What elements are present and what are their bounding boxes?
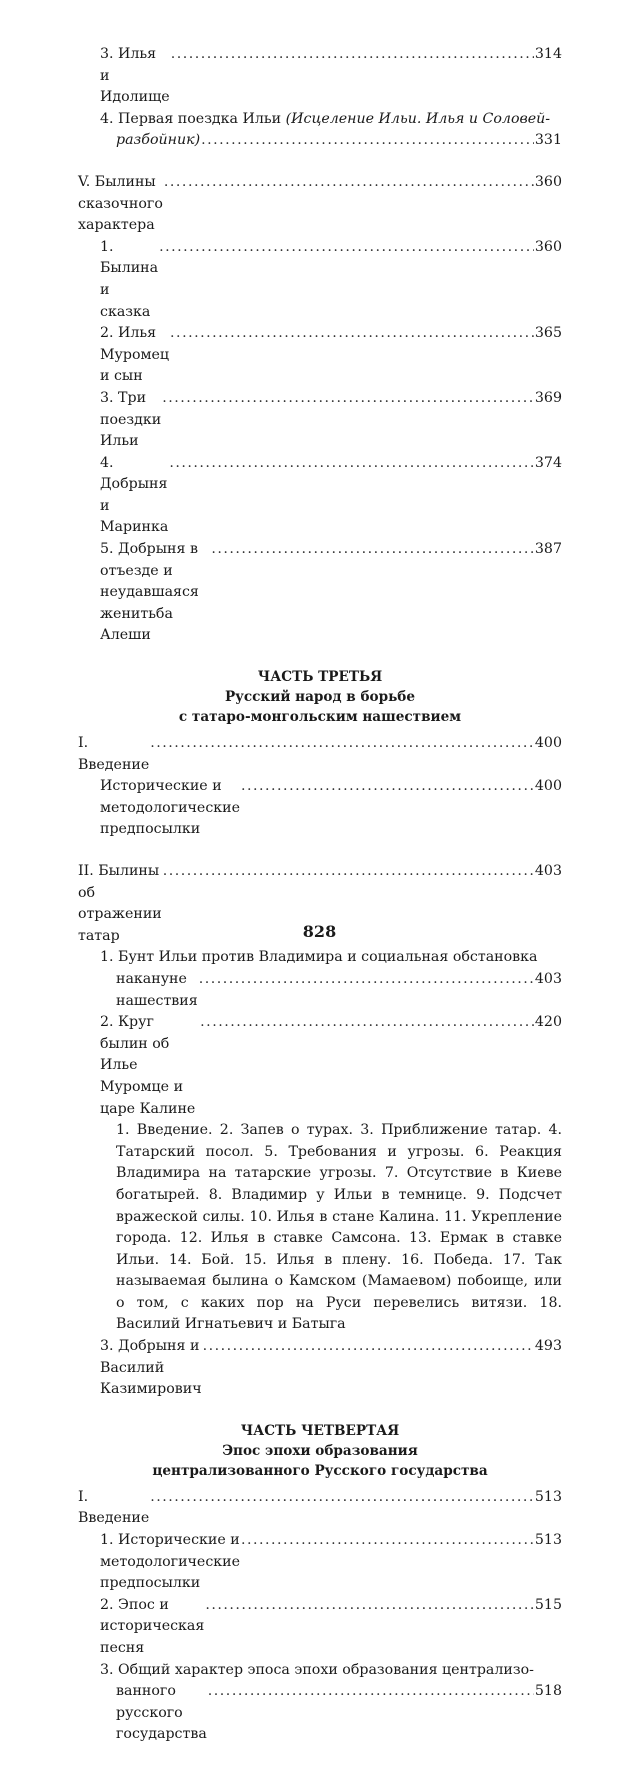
- part-label: ЧАСТЬ ТРЕТЬЯ: [257, 669, 383, 686]
- toc-entry-subtitle: (Исцеление Ильи. Илья и Соловей-: [285, 110, 551, 127]
- toc-entry: [78, 109, 562, 131]
- toc-entry: [78, 1336, 562, 1401]
- toc-entry-page: 360: [534, 238, 562, 255]
- leader-dots: [241, 776, 534, 798]
- toc-entry-title: 1. Бунт Ильи против Владимира и социальная обстановка: [100, 949, 538, 966]
- part-title: централизованного Русского государства: [152, 1462, 488, 1479]
- toc-entry-title: 3. Три поездки Ильи: [100, 389, 162, 450]
- leader-dots: [208, 1681, 534, 1703]
- toc-entry: [78, 776, 562, 841]
- toc-entry-page: 403: [534, 970, 562, 987]
- toc-entry-page: 365: [534, 325, 562, 342]
- toc-entry-title: ванного русского государства: [116, 1683, 207, 1743]
- toc-entry-title: I. Введение: [78, 1488, 150, 1527]
- leader-dots: [162, 388, 534, 410]
- toc-entry-title: Исторические и методологические предпосылки: [100, 778, 240, 838]
- toc-entry-title: 3. Общий характер эпоса эпохи образования централизо-: [100, 1661, 534, 1678]
- toc-group-4: [78, 861, 562, 1401]
- leader-dots: [211, 539, 534, 561]
- toc-section-heading: [78, 172, 562, 237]
- toc-entry-continuation: [78, 969, 562, 1012]
- toc-entry-page: 493: [534, 1338, 562, 1355]
- toc-entry-subtitle: разбойник): [116, 132, 201, 149]
- toc-entry-title: 5. Добрыня в отъезде и неудавшаяся женитьба Алеши: [100, 541, 199, 644]
- toc-entry-continuation: [78, 130, 562, 152]
- toc-entry-page: 513: [534, 1488, 562, 1505]
- toc-group-2: [78, 172, 562, 647]
- toc-page: [78, 44, 562, 1766]
- part-title: с татаро-монгольским нашествием: [178, 709, 462, 726]
- leader-dots: [169, 453, 534, 475]
- toc-entry-page: 400: [534, 778, 562, 795]
- toc-entry-page: 400: [534, 735, 562, 752]
- toc-entry: [78, 539, 562, 647]
- part-title: Русский народ в борьбе: [224, 689, 416, 706]
- toc-entry-page: 513: [534, 1532, 562, 1549]
- toc-entry: [78, 1530, 562, 1595]
- toc-entry-description: 1. Введение. 2. Запев о турах. 3. Приближение татар. 4. Татарский посол. 5. Требования и угрозы. 6. Реакция Владимира на татарские угрозы. 7. Отсутствие в Киеве богатырей. 8. Владимир у Ильи в темнице. 9. Подсчет вражеской силы. 10. Илья в стане Калина. 11. Укрепление города. 12. Илья в ставке Самсона. 13. Ермак в ставке Ильи. 14. Бой. 15. Илья в плену. 16. Победа. 17. Так называемая былина о Камском (Мамаевом) побоище, или о том, с каких пор на Руси перевелись витязи. 18. Василий Игнатьевич и Батыга: [116, 1122, 562, 1333]
- toc-entry: [78, 323, 562, 388]
- toc-entry-title: V. Былины сказочного характера: [78, 173, 163, 234]
- toc-entry-page: 403: [534, 863, 562, 879]
- toc-entry-title: II. Былины об отражении татар: [78, 863, 162, 944]
- toc-group-1: [78, 44, 562, 152]
- toc-entry: [78, 1595, 562, 1660]
- part-label: ЧАСТЬ ЧЕТВЕРТАЯ: [240, 1422, 400, 1439]
- toc-entry: [78, 237, 562, 323]
- toc-entry-title: I. Введение: [78, 735, 150, 773]
- leader-dots: [205, 1595, 534, 1617]
- toc-entry-page: 360: [534, 173, 562, 190]
- toc-section-heading: [78, 733, 562, 776]
- toc-entry-title: 1. Исторические и методологические предпосылки: [100, 1532, 240, 1592]
- part-heading-3: [78, 667, 562, 727]
- part-title: Эпос эпохи образования: [222, 1442, 418, 1459]
- toc-entry-title: 4. Добрыня и Маринка: [100, 454, 169, 536]
- toc-entry-title: 1. Былина и сказка: [100, 238, 159, 320]
- leader-dots: [171, 44, 534, 66]
- leader-dots: [203, 1336, 534, 1358]
- toc-entry-title: 2. Илья Муромец и сын: [100, 325, 170, 385]
- leader-dots: [164, 172, 534, 194]
- toc-entry-title: 2. Круг былин об Илье Муромце и царе Калине: [100, 1014, 196, 1117]
- leader-dots: [150, 733, 534, 755]
- toc-entry-page: 369: [534, 389, 562, 406]
- part-heading-4: [78, 1421, 562, 1481]
- toc-entry-title: 3. Илья и Идолище: [100, 46, 170, 106]
- toc-entry-title: 3. Добрыня и Василий Казимирович: [100, 1338, 202, 1398]
- toc-group-5: [78, 1487, 562, 1746]
- toc-entry: [78, 453, 562, 539]
- toc-entry-page: 518: [534, 1683, 562, 1700]
- leader-dots: [199, 969, 534, 991]
- page-number: 828: [302, 922, 337, 941]
- toc-group-3: [78, 733, 562, 841]
- leader-dots: [200, 1012, 534, 1034]
- toc-entry-title: 2. Эпос и историческая песня: [100, 1596, 205, 1656]
- toc-entry-continuation: [78, 1681, 562, 1746]
- toc-entry-page: 387: [534, 541, 562, 558]
- toc-entry-page: 515: [534, 1596, 562, 1613]
- toc-entry-page: 374: [534, 454, 562, 471]
- toc-entry: [78, 388, 562, 453]
- toc-section-heading: [78, 1487, 562, 1530]
- toc-entry-page: 331: [534, 132, 562, 149]
- toc-entry: [78, 44, 562, 109]
- toc-entry-title: накануне нашествия: [116, 970, 198, 1009]
- leader-dots: [170, 323, 534, 345]
- leader-dots: [159, 237, 534, 259]
- toc-entry-page: 420: [534, 1014, 562, 1031]
- toc-entry-title: 4. Первая поездка Ильи: [100, 110, 286, 127]
- toc-entry-page: 314: [534, 46, 562, 62]
- leader-dots: [241, 1530, 534, 1552]
- leader-dots: [150, 1487, 534, 1509]
- leader-dots: [163, 861, 534, 883]
- toc-entry: [78, 1012, 562, 1120]
- leader-dots: [201, 130, 534, 152]
